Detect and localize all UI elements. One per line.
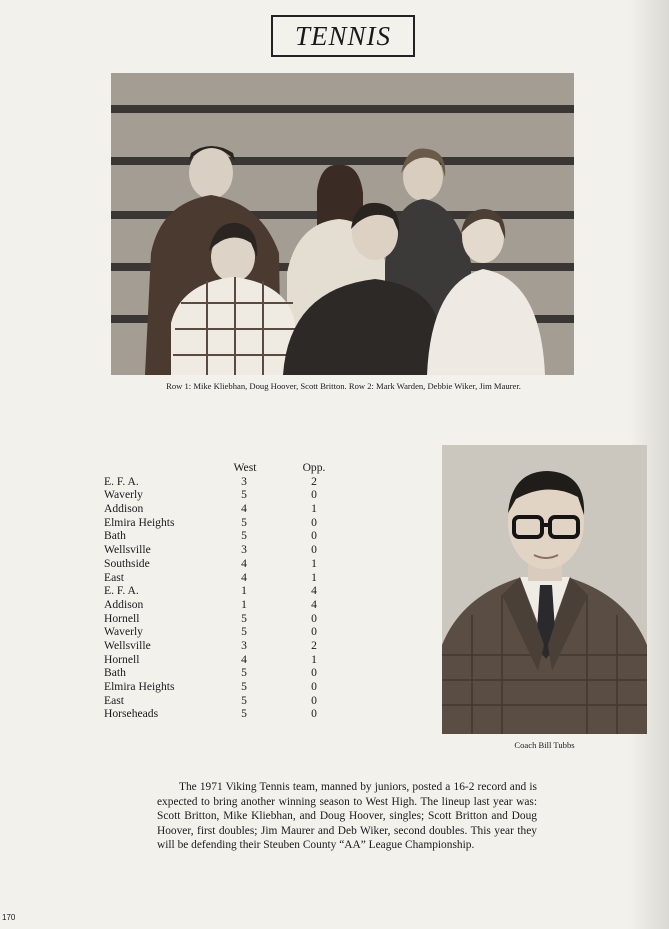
- opp-score: 2: [311, 474, 317, 488]
- west-score: 1: [241, 597, 247, 611]
- opponent-name: Waverly: [104, 488, 143, 502]
- west-score: 5: [241, 666, 247, 680]
- opp-score: 4: [311, 597, 317, 611]
- west-score: 5: [241, 680, 247, 693]
- opponent-name: East: [104, 570, 124, 584]
- article-body: [157, 780, 537, 853]
- west-score: 3: [241, 543, 247, 557]
- team-photo-caption: Row 1: Mike Kliebhan, Doug Hoover, Scott Britton. Row 2: Mark Warden, Debbie Wiker, Jim Maurer.: [166, 381, 521, 391]
- west-score: 5: [241, 693, 247, 707]
- opponent-name: Horseheads: [104, 707, 159, 721]
- opp-score: 0: [311, 666, 317, 680]
- west-score: 5: [241, 529, 247, 543]
- opponent-name: E. F. A.: [104, 474, 139, 488]
- west-score: 5: [241, 488, 247, 502]
- coach-photo-image: [442, 445, 647, 734]
- opp-score: 2: [311, 638, 317, 652]
- west-score: 3: [241, 638, 247, 652]
- west-score: 5: [241, 611, 247, 625]
- opp-score: 4: [311, 584, 317, 598]
- opponent-name: Bath: [104, 529, 126, 543]
- opp-score: 1: [311, 652, 317, 666]
- west-score: 5: [241, 707, 247, 721]
- opponent-name: Elmira Heights: [104, 515, 175, 529]
- page-title: [271, 15, 415, 57]
- page-title-text: TENNIS: [294, 20, 392, 51]
- page-number: 170: [2, 913, 16, 922]
- opponent-name: Southside: [104, 556, 150, 570]
- opponent-name: Bath: [104, 666, 126, 680]
- coach-photo: [442, 445, 647, 734]
- opp-score: 0: [311, 515, 317, 529]
- opponent-name: East: [104, 693, 124, 707]
- opponent-name: Wellsville: [104, 638, 151, 652]
- opponent-name: Wellsville: [104, 543, 151, 557]
- header-opp: Opp.: [302, 461, 326, 474]
- opponent-name: E. F. A.: [104, 584, 139, 598]
- opponent-name: Elmira Heights: [104, 680, 175, 693]
- opponent-name: Hornell: [104, 652, 140, 666]
- west-score: 5: [241, 625, 247, 639]
- opponent-name: Addison: [104, 597, 144, 611]
- opp-score: 0: [311, 611, 317, 625]
- west-score: 1: [241, 584, 247, 598]
- opp-score: 0: [311, 543, 317, 557]
- team-photo: [111, 73, 574, 375]
- opp-score: 0: [311, 488, 317, 502]
- west-score: 4: [241, 570, 247, 584]
- opp-score: 1: [311, 502, 317, 516]
- opp-score: 0: [311, 625, 317, 639]
- west-score: 3: [241, 474, 247, 488]
- west-score: 4: [241, 652, 247, 666]
- opp-score: 1: [311, 556, 317, 570]
- opponent-name: Addison: [104, 502, 144, 516]
- header-west: West: [233, 461, 257, 474]
- opp-score: 0: [311, 529, 317, 543]
- opponent-name: Hornell: [104, 611, 140, 625]
- article-paragraph: The 1971 Viking Tennis team, manned by juniors, posted a 16-2 record and is expected to bring another winning season to West High. The lineup last year was: Scott Britton, Mike Kliebhan, and Doug Hoover, singles; Scott Britton and Doug Hoover, first doubles; Jim Maurer and Deb Wiker, second doubles. This year they will be defending their Steuben County “AA” League Championship.: [157, 781, 537, 851]
- opponent-name: Waverly: [104, 625, 143, 639]
- opp-score: 0: [311, 693, 317, 707]
- opp-score: 0: [311, 707, 317, 721]
- west-score: 5: [241, 515, 247, 529]
- opp-score: 1: [311, 570, 317, 584]
- coach-caption: Coach Bill Tubbs: [514, 740, 575, 750]
- team-photo-image: [111, 73, 574, 375]
- west-score: 4: [241, 502, 247, 516]
- opp-score: 0: [311, 680, 317, 693]
- west-score: 4: [241, 556, 247, 570]
